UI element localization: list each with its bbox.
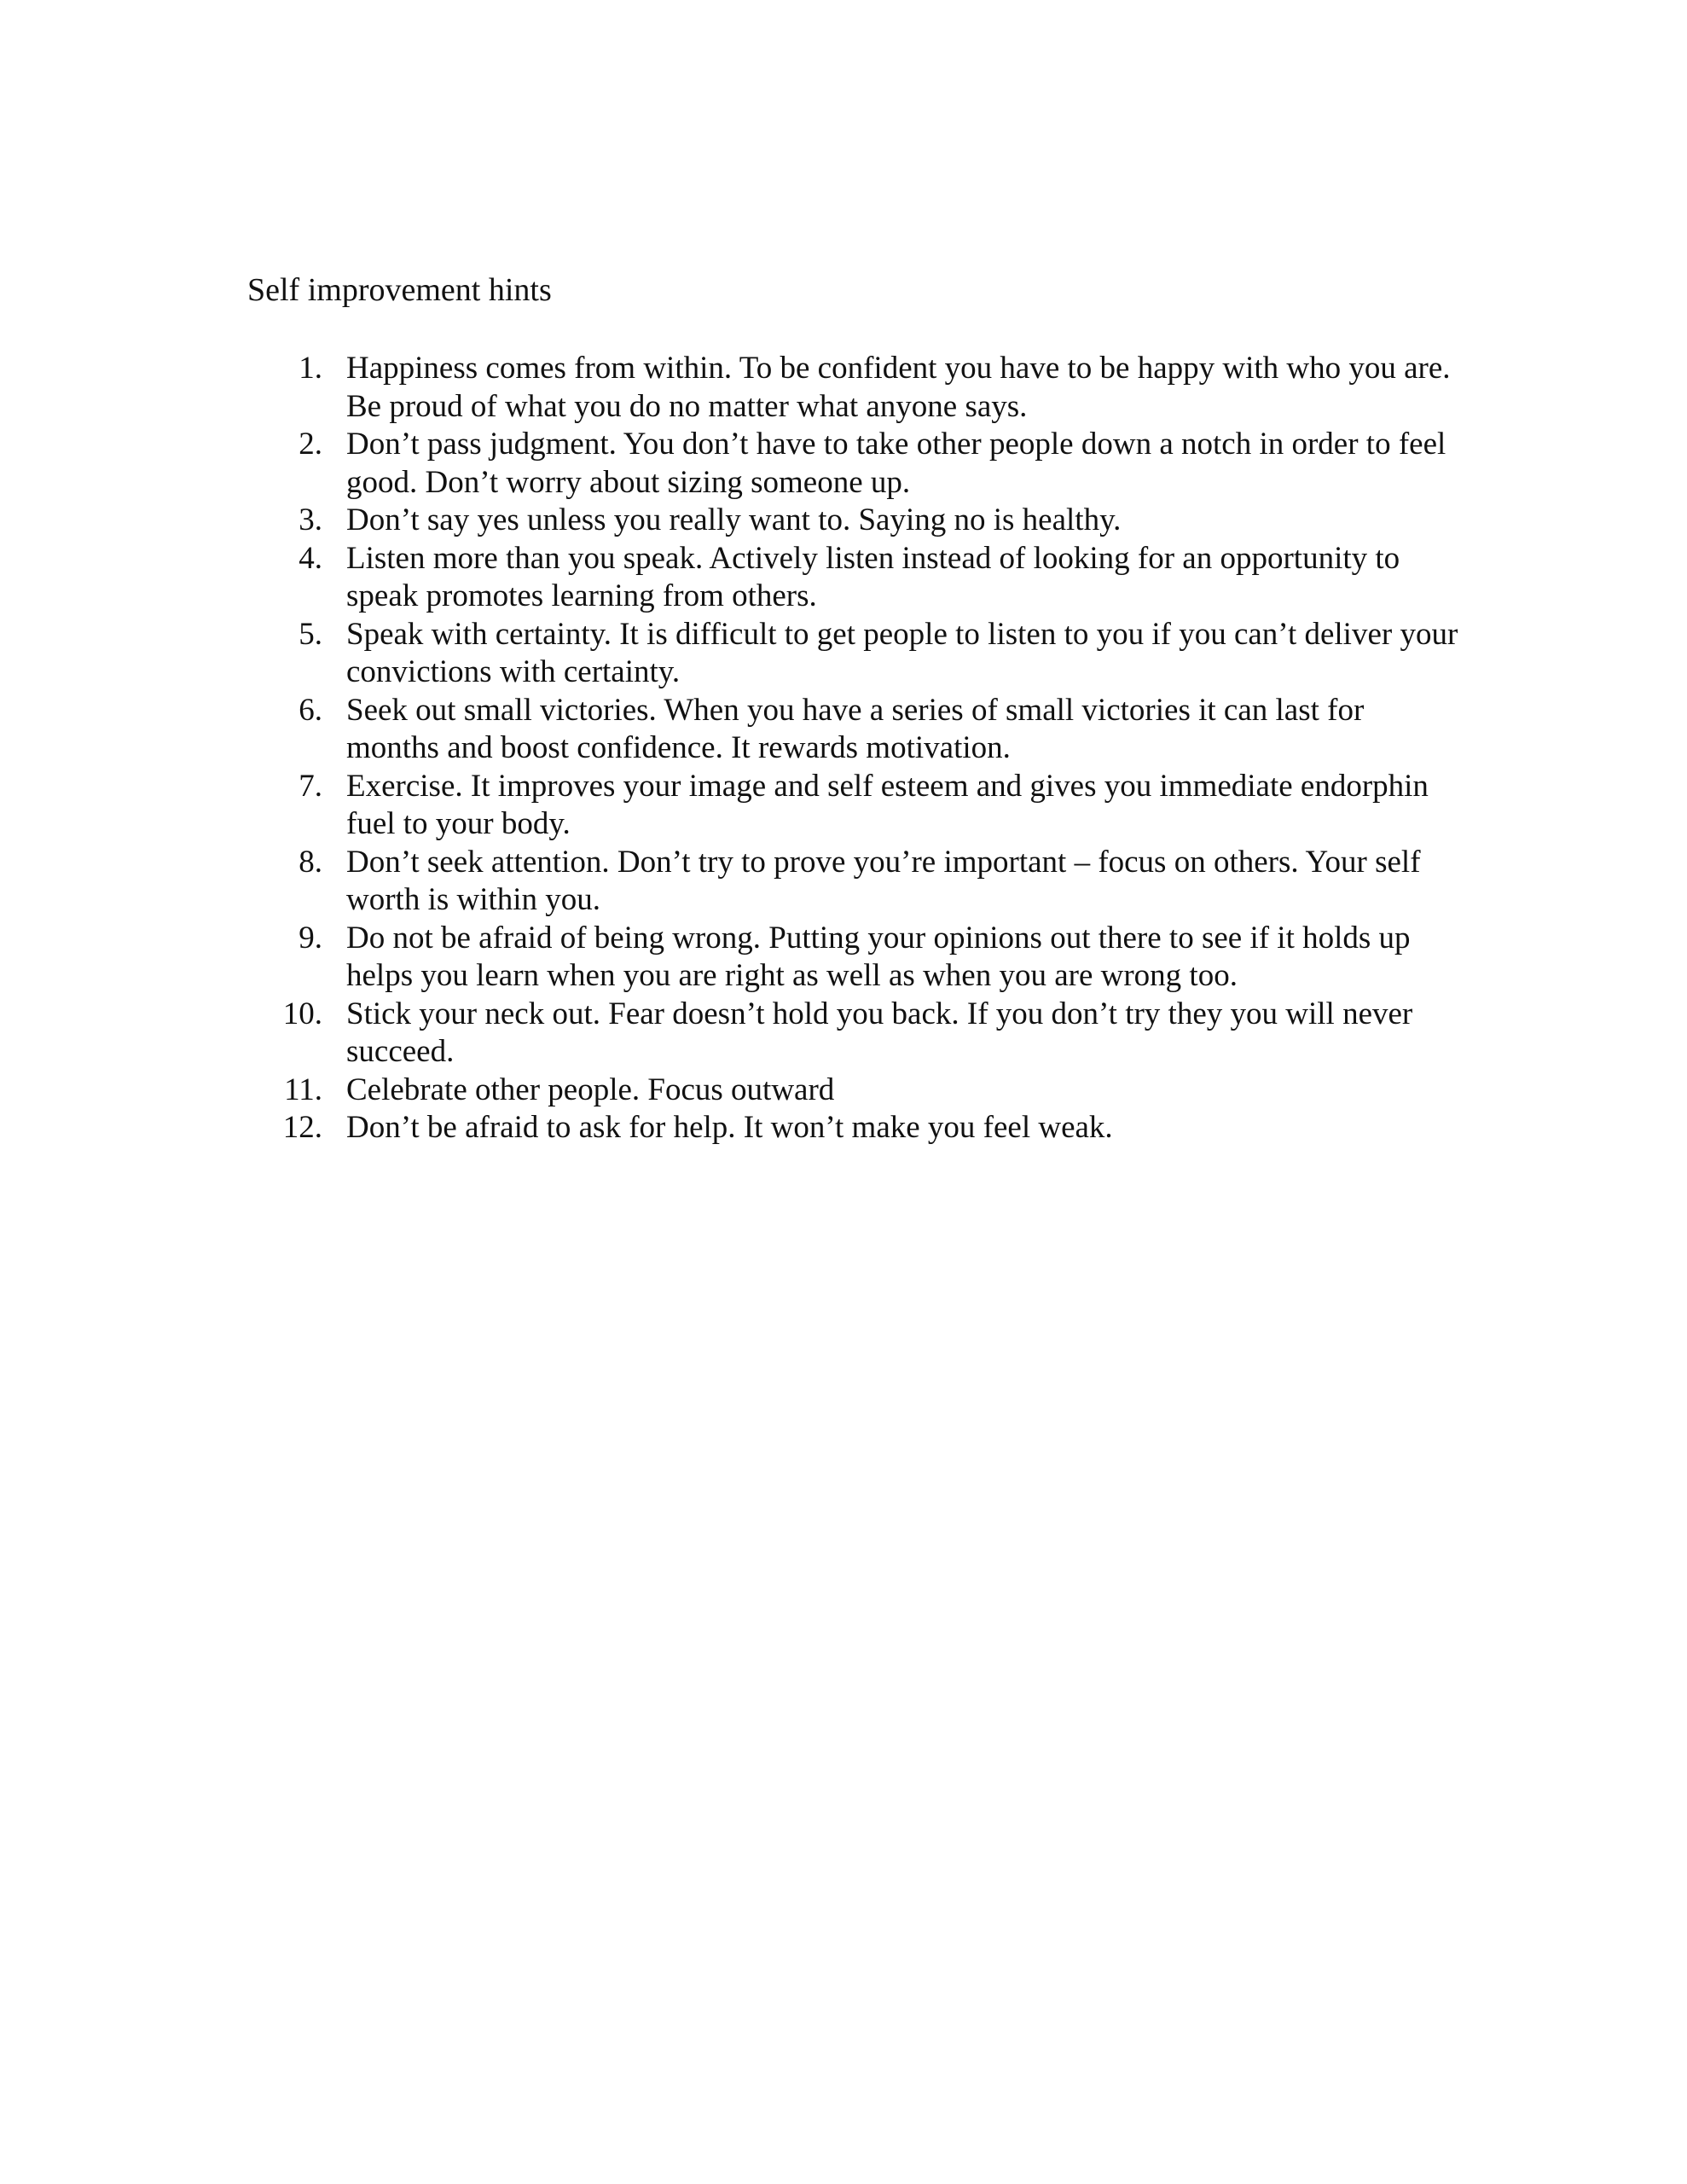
list-item-text: Don’t be afraid to ask for help. It won’t make you feel weak. <box>346 1110 1113 1145</box>
list-item <box>247 426 1458 502</box>
list-item-number: 3. <box>299 502 322 537</box>
list-item <box>247 996 1458 1072</box>
list-item-text: Stick your neck out. Fear doesn’t hold you back. If you don’t try they you will never succeed. <box>346 996 1413 1069</box>
list-item-text: Exercise. It improves your image and self esteem and gives you immediate endorphin fuel to your body. <box>346 768 1429 841</box>
list-item-text: Happiness comes from within. To be confident you have to be happy with who you are. Be proud of what you do no matter what anyone says. <box>346 351 1451 424</box>
list-item-number: 12. <box>282 1110 322 1145</box>
list-item <box>247 1072 1458 1110</box>
list-item-text: Don’t seek attention. Don’t try to prove you’re important – focus on others. Your self worth is within you. <box>346 844 1421 917</box>
list-item <box>247 920 1458 996</box>
hint-list <box>247 350 1458 1147</box>
list-item-text: Speak with certainty. It is difficult to get people to listen to you if you can’t deliver your convictions with certainty. <box>346 616 1458 689</box>
list-item-number: 4. <box>299 540 322 576</box>
list-item <box>247 768 1458 844</box>
list-item-text: Don’t say yes unless you really want to. Saying no is healthy. <box>346 502 1122 537</box>
list-item-number: 10. <box>282 996 322 1031</box>
list-item-text: Celebrate other people. Focus outward <box>346 1072 835 1107</box>
list-item-number: 1. <box>299 351 322 386</box>
list-item-text: Seek out small victories. When you have a series of small victories it can last for months and boost confidence. It rewards motivation. <box>346 692 1365 765</box>
list-item-number: 2. <box>299 427 322 462</box>
list-item-number: 11. <box>284 1072 322 1107</box>
list-item-number: 8. <box>299 844 322 880</box>
list-item-number: 6. <box>299 692 322 728</box>
list-item <box>247 616 1458 692</box>
list-item-number: 7. <box>299 768 322 804</box>
document-title: Self improvement hints <box>247 272 552 308</box>
list-item <box>247 844 1458 920</box>
list-item-text: Listen more than you speak. Actively listen instead of looking for an opportunity to speak promotes learning from others. <box>346 540 1400 613</box>
list-item <box>247 502 1458 540</box>
list-item-text: Don’t pass judgment. You don’t have to take other people down a notch in order to feel good. Don’t worry about sizing someone up. <box>346 427 1446 500</box>
list-item <box>247 692 1458 768</box>
list-item-number: 5. <box>299 616 322 652</box>
list-item <box>247 350 1458 426</box>
list-item <box>247 540 1458 616</box>
list-item <box>247 1109 1458 1147</box>
list-item-number: 9. <box>299 920 322 956</box>
list-item-text: Do not be afraid of being wrong. Putting your opinions out there to see if it holds up helps you learn when you are right as well as when you are wrong too. <box>346 920 1411 993</box>
